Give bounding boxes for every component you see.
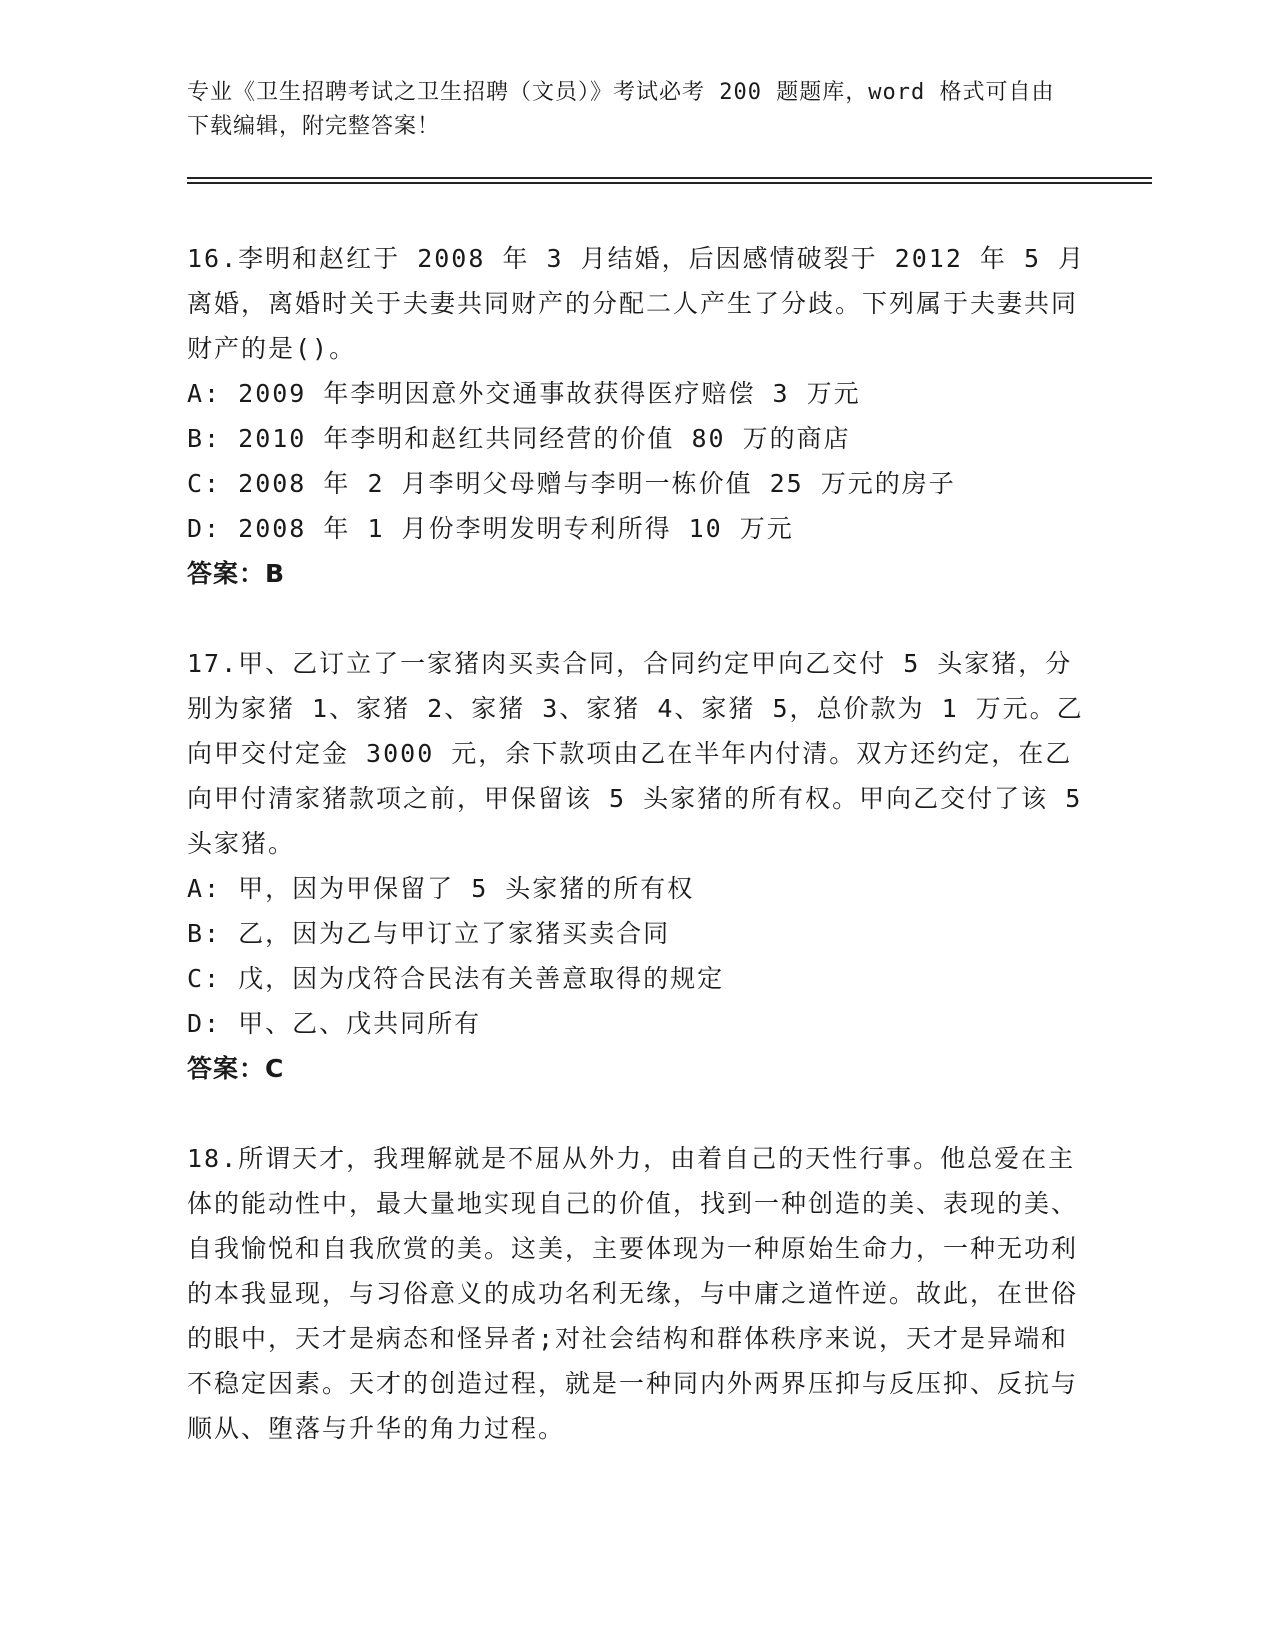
option-b: B: 乙，因为乙与甲订立了家猪买卖合同 — [187, 919, 671, 948]
option-d: D: 2008 年 1 月份李明发明专利所得 10 万元 — [187, 514, 794, 543]
question-list — [187, 236, 1087, 1496]
question-17 — [187, 641, 1087, 1091]
document-header — [187, 76, 1067, 144]
option-c: C: 2008 年 2 月李明父母赠与李明一栋价值 25 万元的房子 — [187, 469, 956, 498]
option-a: A: 甲，因为甲保留了 5 头家猪的所有权 — [187, 874, 695, 903]
answer: 答案：C — [187, 1054, 285, 1083]
option-b: B: 2010 年李明和赵红共同经营的价值 80 万的商店 — [187, 424, 851, 453]
question-16 — [187, 236, 1087, 596]
question-stem: 17.甲、乙订立了一家猪肉买卖合同，合同约定甲向乙交付 5 头家猪，分别为家猪 1、家猪 2、家猪 3、家猪 4、家猪 5，总价款为 1 万元。乙向甲交付定金 3000 元，余下款项由乙在半年内付清。双方还约定，在乙向甲付清家猪款项之前，甲保留该 5 头家猪的所有权。甲向乙交付了该 5 头家猪。 — [187, 649, 1084, 858]
option-c: C: 戊，因为戊符合民法有关善意取得的规定 — [187, 964, 725, 993]
option-a: A: 2009 年李明因意外交通事故获得医疗赔偿 3 万元 — [187, 379, 861, 408]
header-title: 专业《卫生招聘考试之卫生招聘（文员）》考试必考 200 题题库，word 格式可自由下载编辑，附完整答案！ — [187, 80, 1055, 139]
question-stem: 16.李明和赵红于 2008 年 3 月结婚，后因感情破裂于 2012 年 5 月离婚，离婚时关于夫妻共同财产的分配二人产生了分歧。下列属于夫妻共同财产的是()。 — [187, 244, 1086, 363]
header-divider-top — [187, 177, 1152, 179]
answer: 答案：B — [187, 559, 286, 588]
question-18 — [187, 1136, 1087, 1451]
question-stem: 18.所谓天才，我理解就是不屈从外力，由着自己的天性行事。他总爱在主体的能动性中，最大量地实现自己的价值，找到一种创造的美、表现的美、自我愉悦和自我欣赏的美。这美，主要体现为一种原始生命力，一种无功利的本我显现，与习俗意义的成功名利无缘，与中庸之道忤逆。故此，在世俗的眼中，天才是病态和怪异者;对社会结构和群体秩序来说，天才是异端和不稳定因素。天才的创造过程，就是一种同内外两界压抑与反压抑、反抗与顺从、堕落与升华的角力过程。 — [187, 1144, 1079, 1443]
header-divider-bottom — [187, 182, 1152, 184]
option-d: D: 甲、乙、戊共同所有 — [187, 1009, 482, 1038]
